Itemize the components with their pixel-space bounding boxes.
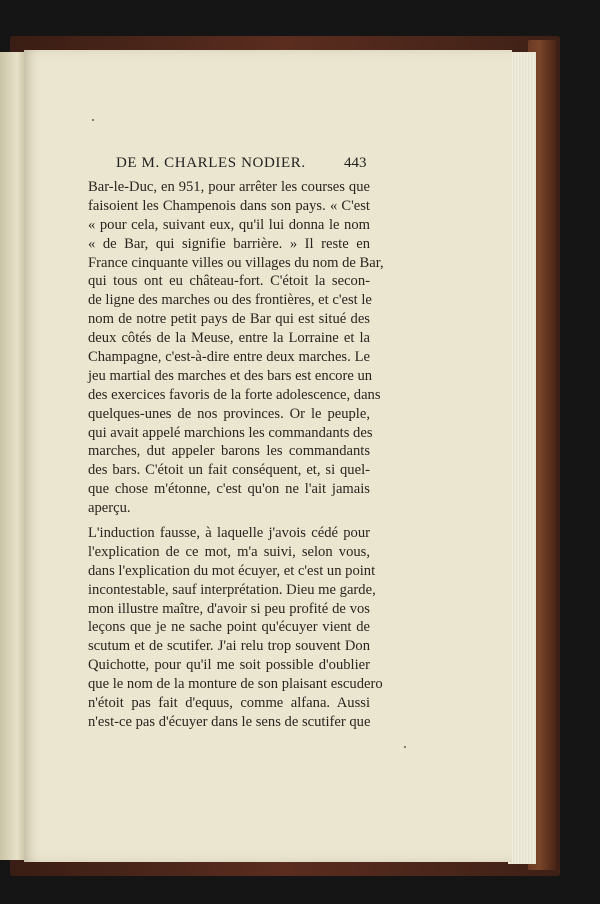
body-text (88, 178, 384, 732)
text-line: qui tous ont eu château-fort. C'étoit la secon- (88, 273, 370, 290)
text-line: n'étoit pas fait d'equus, comme alfana. Aussi (88, 695, 370, 712)
text-line: l'explication de ce mot, m'a suivi, selon vous, (88, 543, 370, 560)
text-line: deux côtés de la Meuse, entre la Lorraine et la (88, 330, 370, 347)
text-line: des bars. C'étoit un fait conséquent, et, si quel- (88, 462, 370, 479)
text-line: « pour cela, suivant eux, qu'il lui donna le nom (88, 216, 370, 233)
text-line: quelques-unes de nos provinces. Or le peuple, (88, 405, 370, 422)
text-line: « de Bar, qui signifie barrière. » Il reste en (88, 235, 370, 252)
text-line: mon illustre maître, d'avoir si peu profité de vos (88, 600, 370, 617)
text-line: Champagne, c'est-à-dire entre deux marches. Le (88, 349, 370, 366)
text-line: France cinquante villes ou villages du nom de Bar, (88, 254, 384, 271)
paper-speck (404, 746, 406, 748)
text-line: aperçu. (88, 500, 131, 517)
text-line: n'est-ce pas d'écuyer dans le sens de scutifer que (88, 713, 371, 730)
text-line: de ligne des marches ou des frontières, et c'est le (88, 292, 372, 309)
text-line: scutum et de scutifer. J'ai relu trop souvent Don (88, 638, 370, 655)
running-head: DE M. CHARLES NODIER. (116, 155, 306, 171)
paper-speck (92, 119, 94, 121)
text-line: faisoient les Champenois dans son pays. « C'est (88, 197, 370, 214)
text-line: des exercices favoris de la forte adolescence, dans (88, 386, 381, 403)
text-line: nom de notre petit pays de Bar qui est situé des (88, 311, 370, 328)
text-line: dans l'explication du mot écuyer, et c'est un point (88, 562, 376, 579)
text-line: Quichotte, pour qu'il me soit possible d'oublier (88, 657, 370, 674)
text-line: leçons que je ne sache point qu'écuyer vient de (88, 619, 370, 636)
text-line: marches, dut appeler barons les commandants (88, 443, 370, 460)
text-line: jeu martial des marches et des bars est encore un (88, 367, 373, 384)
text-line: que le nom de la monture de son plaisant escudero (88, 676, 383, 693)
text-line: incontestable, sauf interprétation. Dieu me garde, (88, 581, 376, 598)
facing-page-edge (0, 52, 24, 860)
page-stack-edges (508, 52, 536, 864)
page-number: 443 (344, 155, 367, 171)
paragraph-2 (88, 524, 383, 732)
paragraph-1 (88, 178, 384, 518)
text-line: L'induction fausse, à laquelle j'avois cédé pour (88, 525, 370, 542)
text-line: qui avait appelé marchions les commandants des (88, 424, 373, 441)
text-line: Bar-le-Duc, en 951, pour arrêter les courses que (88, 179, 370, 195)
text-line: que chose m'étonne, c'est qu'on ne l'ait jamais (88, 481, 370, 498)
